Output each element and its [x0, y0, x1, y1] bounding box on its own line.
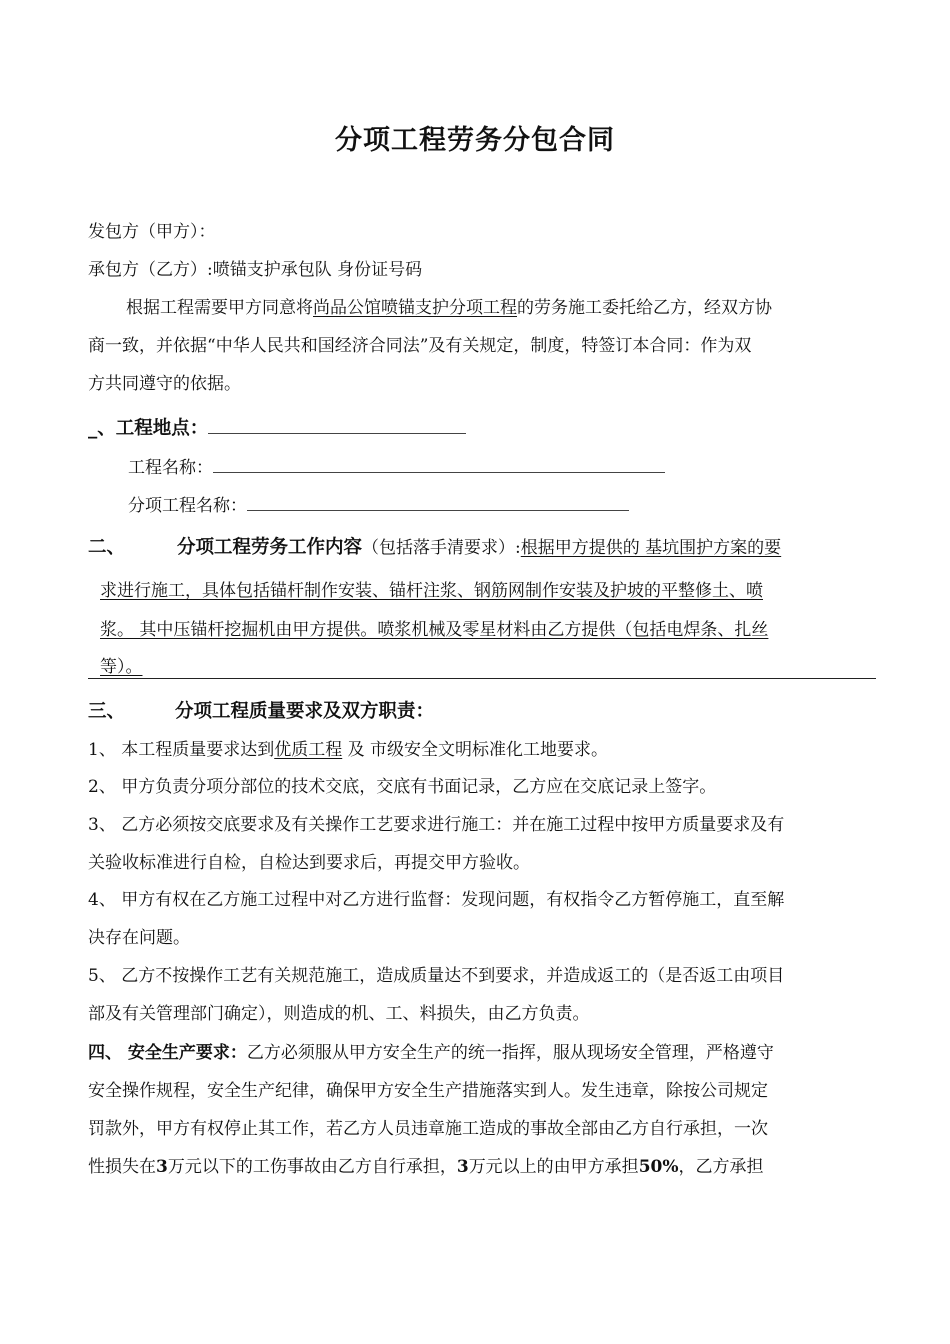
text: ，乙方承担	[678, 1157, 764, 1177]
text: 性损失在	[88, 1157, 156, 1177]
subproject-name-label: 分项工程名称：	[128, 496, 247, 516]
party-b-line: 承包方（乙方）:喷锚支护承包队 身份证号码	[88, 260, 423, 280]
text: 万元以上的由甲方承担	[468, 1157, 639, 1177]
subproject-name-blank	[247, 496, 629, 511]
project-name-underlined: 尚品公馆喷锚支护分项工程	[313, 298, 517, 318]
section-3-title: 分项工程质量要求及双方职责：	[175, 701, 435, 722]
section-4-line-1	[88, 1041, 774, 1065]
intro-text: 根据工程需要甲方同意将	[126, 298, 313, 318]
quality-item-1	[88, 738, 608, 762]
section-3-heading	[88, 700, 434, 724]
quality-grade-underlined: 优质工程	[274, 740, 343, 760]
quality-item-4-line-1: 4、 甲方有权在乙方施工过程中对乙方进行监督：发现问题，有权指令乙方暂停施工，直至解	[88, 890, 785, 910]
item-text: 1、 本工程质量要求达到	[88, 740, 275, 760]
section-2-paren: （包括落手清要求）:	[362, 538, 521, 558]
section-2-text-2: 求进行施工，具体包括锚杆制作安装、锚杆注浆、钢筋网制作安装及护坡的平整修土、喷	[100, 581, 763, 601]
project-name-line	[128, 456, 665, 480]
quality-item-3-line-1: 3、 乙方必须按交底要求及有关操作工艺要求进行施工：并在施工过程中按甲方质量要求及有	[88, 815, 785, 835]
document-title: 分项工程劳务分包合同	[335, 125, 615, 156]
section-2-heading	[88, 536, 781, 560]
intro-line-2: 商一致，并依据“中华人民共和国经济合同法”及有关规定，制度，特签订本合同：作为双	[88, 336, 752, 356]
subproject-name-line	[128, 494, 629, 518]
intro-line-3: 方共同遵守的依据。	[88, 374, 241, 394]
section-4-heading: 四、 安全生产要求：	[88, 1043, 247, 1063]
quality-item-3-line-2: 关验收标准进行自检，自检达到要求后，再提交甲方验收。	[88, 853, 530, 873]
quality-item-2: 2、 甲方负责分项分部位的技术交底，交底有书面记录，乙方应在交底记录上签字。	[88, 777, 717, 797]
text: 万元以下的工伤事故由乙方自行承担，	[167, 1157, 457, 1177]
section-1-heading	[88, 417, 466, 441]
project-name-label: 工程名称：	[128, 458, 213, 478]
percentage: 50%	[638, 1157, 679, 1177]
section-3-number: 三、	[88, 701, 126, 722]
amount-number: 3	[456, 1157, 469, 1177]
section-4-line-3: 罚款外，甲方有权停止其工作，若乙方人员违章施工造成的事故全部由乙方自行承担，一次	[88, 1119, 768, 1139]
amount-number: 3	[156, 1157, 168, 1177]
section-2-number: 二、	[88, 537, 126, 558]
project-name-blank	[213, 458, 665, 473]
intro-line-1	[126, 296, 772, 320]
intro-text: 的劳务施工委托给乙方，经双方协	[517, 298, 772, 318]
section-2-title: 分项工程劳务工作内容	[177, 537, 363, 558]
section-2-text-1: 根据甲方提供的 基坑围护方案的要	[520, 538, 782, 558]
quality-item-4-line-2: 决存在问题。	[88, 928, 190, 948]
section-4-line-4	[88, 1155, 764, 1179]
section-2-text-4: 等）。	[100, 657, 143, 677]
section-1-label: _、工程地点：	[88, 418, 209, 439]
location-blank	[208, 419, 466, 434]
section-4-text: 乙方必须服从甲方安全生产的统一指挥，服从现场安全管理，严格遵守	[246, 1043, 774, 1063]
item-text: 及 市级安全文明标准化工地要求。	[342, 740, 609, 760]
quality-item-5-line-2: 部及有关管理部门确定），则造成的机、工、料损失，由乙方负责。	[88, 1004, 590, 1024]
quality-item-5-line-1: 5、 乙方不按操作工艺有关规范施工，造成质量达不到要求，并造成返工的（是否返工由项目	[88, 966, 785, 986]
section-4-line-2: 安全操作规程，安全生产纪律，确保甲方安全生产措施落实到人。发生违章，除按公司规定	[88, 1081, 768, 1101]
section-divider	[88, 678, 876, 679]
party-a-line: 发包方（甲方）：	[88, 222, 216, 242]
section-2-text-3: 浆。 其中压锚杆挖掘机由甲方提供。喷浆机械及零星材料由乙方提供（包括电焊条、扎丝	[100, 620, 769, 640]
